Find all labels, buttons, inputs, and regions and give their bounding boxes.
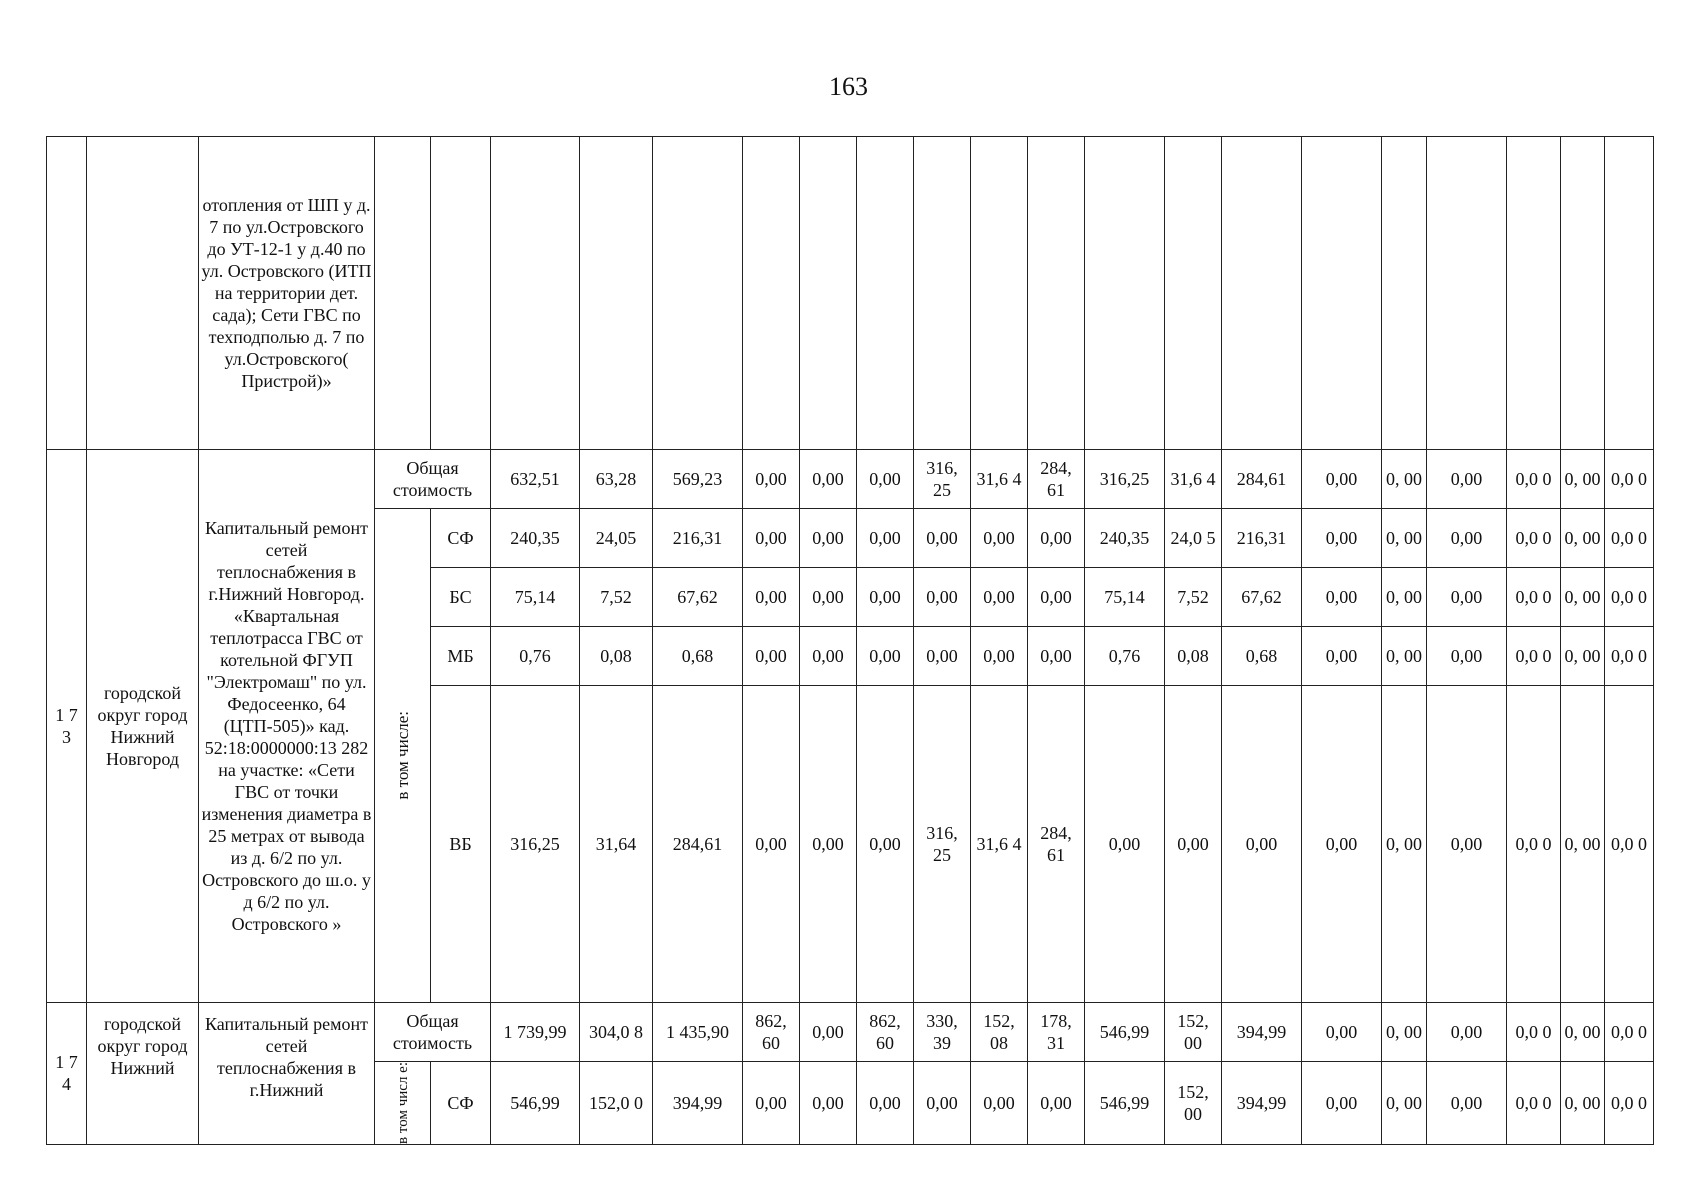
cell-value: 0,00	[1427, 509, 1507, 568]
cell-number: 1 7 4	[47, 1003, 87, 1145]
cell-value: 0,00	[800, 509, 857, 568]
cell-value: 0,00	[743, 568, 800, 627]
cell-value: 0, 00	[1561, 1062, 1605, 1145]
cell-value: 316, 25	[914, 686, 971, 1003]
cell-value: 0,0 0	[1605, 686, 1654, 1003]
cell-description: Капитальный ремонт сетей теплоснабжения в г.Нижний Новгород. «Квартальная теплотрасса ГВС от котельной ФГУП "Электромаш" по ул. Федосеенко, 64 (ЦТП-505)» кад. 52:18:0000000:13 282 на участке: «Сети ГВС от точки изменения диаметра в 25 метрах от вывода из д. 6/2 по ул. Островского до ш.о. у д 6/2 по ул. Островского »	[199, 450, 375, 1003]
cell-value: 0,00	[971, 568, 1028, 627]
cell-value: 0,68	[1222, 627, 1302, 686]
cell-value: 7,52	[1165, 568, 1222, 627]
cell-municipality	[87, 137, 199, 450]
cell-value: 31,6 4	[971, 450, 1028, 509]
cell-value: 0,00	[1302, 450, 1382, 509]
cell-value: 216,31	[1222, 509, 1302, 568]
cell-value: 0,08	[580, 627, 653, 686]
cell-value: 216,31	[653, 509, 743, 568]
cell-value: 0,00	[971, 627, 1028, 686]
cell-value: 0,00	[1427, 450, 1507, 509]
cell-value: 569,23	[653, 450, 743, 509]
cell-value: 0, 00	[1382, 568, 1427, 627]
cell-value: 0, 00	[1382, 686, 1427, 1003]
cell-value: 0,0 0	[1507, 627, 1561, 686]
cell-source-label: СФ	[431, 1062, 491, 1145]
cell-value: 0,00	[1222, 686, 1302, 1003]
cell-value: 178, 31	[1028, 1003, 1085, 1062]
cell-value: 0,00	[1427, 568, 1507, 627]
cell-value: 394,99	[653, 1062, 743, 1145]
cell-value: 0,00	[743, 509, 800, 568]
cell-value: 0, 00	[1382, 450, 1427, 509]
cell-value: 0,00	[914, 509, 971, 568]
cell-value: 316, 25	[914, 450, 971, 509]
table-row-174-total	[47, 1003, 1654, 1062]
cell-empty	[580, 137, 653, 450]
cell-value: 0, 00	[1561, 568, 1605, 627]
cell-description: отопления от ШП у д. 7 по ул.Островского до УТ-12-1 у д.40 по ул. Островского (ИТП на территории дет. сада); Сети ГВС по техподполью д. 7 по ул.Островского( Пристрой)»	[199, 137, 375, 450]
cell-value: 0,0 0	[1507, 450, 1561, 509]
cell-value: 546,99	[491, 1062, 580, 1145]
cell-value: 0, 00	[1561, 450, 1605, 509]
cell-value: 0,00	[914, 1062, 971, 1145]
cell-total-label: Общая стоимость	[375, 1003, 491, 1062]
cell-empty	[914, 137, 971, 450]
cell-value: 0,00	[800, 1003, 857, 1062]
including-label: в том числ е:	[394, 1062, 411, 1144]
cell-including-label	[375, 1062, 431, 1145]
cell-value: 0,00	[857, 627, 914, 686]
cell-value: 1 739,99	[491, 1003, 580, 1062]
cell-value: 31,64	[580, 686, 653, 1003]
cell-value: 240,35	[491, 509, 580, 568]
cell-value: 152, 00	[1165, 1003, 1222, 1062]
cell-value: 24,0 5	[1165, 509, 1222, 568]
cell-empty	[1222, 137, 1302, 450]
cell-value: 546,99	[1085, 1003, 1165, 1062]
cell-value: 1 435,90	[653, 1003, 743, 1062]
cell-value: 316,25	[1085, 450, 1165, 509]
cell-value: 240,35	[1085, 509, 1165, 568]
cell-value: 7,52	[580, 568, 653, 627]
cell-value: 0,00	[743, 627, 800, 686]
cell-empty	[491, 137, 580, 450]
cell-value: 0,0 0	[1605, 627, 1654, 686]
cell-value: 0,00	[1028, 1062, 1085, 1145]
cell-value: 0,76	[491, 627, 580, 686]
cell-value: 0, 00	[1561, 509, 1605, 568]
cell-value: 0, 00	[1382, 1062, 1427, 1145]
cell-value: 0,00	[1427, 686, 1507, 1003]
cell-value: 75,14	[1085, 568, 1165, 627]
cell-total-label: Общая стоимость	[375, 450, 491, 509]
cell-value: 0,00	[857, 1062, 914, 1145]
cell-value: 0,00	[1302, 568, 1382, 627]
cell-empty	[1561, 137, 1605, 450]
cell-value: 0,00	[1302, 1062, 1382, 1145]
cell-value: 316,25	[491, 686, 580, 1003]
cell-value: 0,00	[857, 509, 914, 568]
cell-value: 0, 00	[1382, 509, 1427, 568]
cell-value: 0,00	[1427, 627, 1507, 686]
cell-value: 0, 00	[1561, 627, 1605, 686]
cell-value: 546,99	[1085, 1062, 1165, 1145]
cell-value: 284, 61	[1028, 450, 1085, 509]
cell-value: 0,00	[971, 509, 1028, 568]
table-row-continuation	[47, 137, 1654, 450]
cell-empty	[653, 137, 743, 450]
cell-value: 31,6 4	[971, 686, 1028, 1003]
cell-value: 63,28	[580, 450, 653, 509]
cell-empty	[1165, 137, 1222, 450]
cell-empty	[1382, 137, 1427, 450]
cell-value: 0,0 0	[1605, 450, 1654, 509]
cell-value: 0,00	[800, 627, 857, 686]
cell-value: 0,00	[914, 627, 971, 686]
cell-value: 0,00	[1302, 627, 1382, 686]
cell-value: 0,00	[1028, 627, 1085, 686]
cell-value: 0,00	[857, 686, 914, 1003]
cell-value: 0,08	[1165, 627, 1222, 686]
cell-value: 0,0 0	[1507, 1003, 1561, 1062]
cell-value: 0, 00	[1382, 627, 1427, 686]
cell-empty	[1302, 137, 1382, 450]
cell-value: 394,99	[1222, 1003, 1302, 1062]
cell-description: Капитальный ремонт сетей теплоснабжения в г.Нижний	[199, 1003, 375, 1145]
cell-value: 0,0 0	[1507, 568, 1561, 627]
cell-value: 0,00	[800, 686, 857, 1003]
cell-value: 0, 00	[1382, 1003, 1427, 1062]
cell-value: 0,00	[800, 1062, 857, 1145]
cell-value: 67,62	[653, 568, 743, 627]
cell-empty	[1605, 137, 1654, 450]
cell-empty	[971, 137, 1028, 450]
cell-empty	[1427, 137, 1507, 450]
cell-empty	[1028, 137, 1085, 450]
cell-value: 284,61	[653, 686, 743, 1003]
cell-municipality: городской округ город Нижний Новгород	[87, 450, 199, 1003]
cell-empty	[1507, 137, 1561, 450]
cell-value: 0,68	[653, 627, 743, 686]
cell-value: 0,00	[743, 450, 800, 509]
cell-empty	[431, 137, 491, 450]
cell-value: 862, 60	[857, 1003, 914, 1062]
cell-value: 284,61	[1222, 450, 1302, 509]
page-number: 163	[829, 72, 868, 101]
cell-value: 24,05	[580, 509, 653, 568]
cell-value: 152,0 0	[580, 1062, 653, 1145]
cell-value: 0,0 0	[1507, 1062, 1561, 1145]
cell-value: 862, 60	[743, 1003, 800, 1062]
cell-municipality: городской округ город Нижний	[87, 1003, 199, 1145]
cell-value: 152, 00	[1165, 1062, 1222, 1145]
cell-value: 0,0 0	[1605, 1062, 1654, 1145]
including-label: в том числе:	[392, 711, 412, 800]
cell-value: 330, 39	[914, 1003, 971, 1062]
cell-value: 31,6 4	[1165, 450, 1222, 509]
cell-value: 0,00	[857, 568, 914, 627]
cell-value: 0,0 0	[1605, 568, 1654, 627]
cell-value: 75,14	[491, 568, 580, 627]
cell-value: 0,00	[914, 568, 971, 627]
budget-table	[46, 136, 1654, 1145]
cell-source-label: БС	[431, 568, 491, 627]
cell-value: 0,0 0	[1507, 509, 1561, 568]
cell-value: 0,00	[743, 686, 800, 1003]
cell-value: 0,76	[1085, 627, 1165, 686]
cell-source-label: МБ	[431, 627, 491, 686]
cell-empty	[800, 137, 857, 450]
cell-number	[47, 137, 87, 450]
cell-value: 0,00	[1028, 509, 1085, 568]
cell-source-label: СФ	[431, 509, 491, 568]
cell-value: 0, 00	[1561, 1003, 1605, 1062]
cell-value: 0,00	[800, 568, 857, 627]
cell-value: 0,00	[971, 1062, 1028, 1145]
cell-value: 0,00	[1028, 568, 1085, 627]
cell-value: 0,0 0	[1605, 509, 1654, 568]
table-row-173-total	[47, 450, 1654, 509]
cell-value: 0,00	[1085, 686, 1165, 1003]
cell-value: 0,0 0	[1605, 1003, 1654, 1062]
cell-empty	[857, 137, 914, 450]
cell-value: 0,00	[1427, 1003, 1507, 1062]
cell-empty	[743, 137, 800, 450]
cell-value: 67,62	[1222, 568, 1302, 627]
cell-value: 284, 61	[1028, 686, 1085, 1003]
cell-value: 0,00	[857, 450, 914, 509]
cell-value: 0,00	[1302, 1003, 1382, 1062]
cell-empty	[375, 137, 431, 450]
cell-value: 304,0 8	[580, 1003, 653, 1062]
cell-value: 394,99	[1222, 1062, 1302, 1145]
cell-value: 0,0 0	[1507, 686, 1561, 1003]
cell-value: 632,51	[491, 450, 580, 509]
cell-value: 0,00	[1302, 686, 1382, 1003]
cell-value: 0,00	[743, 1062, 800, 1145]
cell-empty	[1085, 137, 1165, 450]
cell-value: 152, 08	[971, 1003, 1028, 1062]
cell-value: 0, 00	[1561, 686, 1605, 1003]
cell-value: 0,00	[1427, 1062, 1507, 1145]
cell-number: 1 7 3	[47, 450, 87, 1003]
cell-including-label	[375, 509, 431, 1003]
cell-value: 0,00	[800, 450, 857, 509]
cell-value: 0,00	[1165, 686, 1222, 1003]
cell-value: 0,00	[1302, 509, 1382, 568]
cell-source-label: ВБ	[431, 686, 491, 1003]
